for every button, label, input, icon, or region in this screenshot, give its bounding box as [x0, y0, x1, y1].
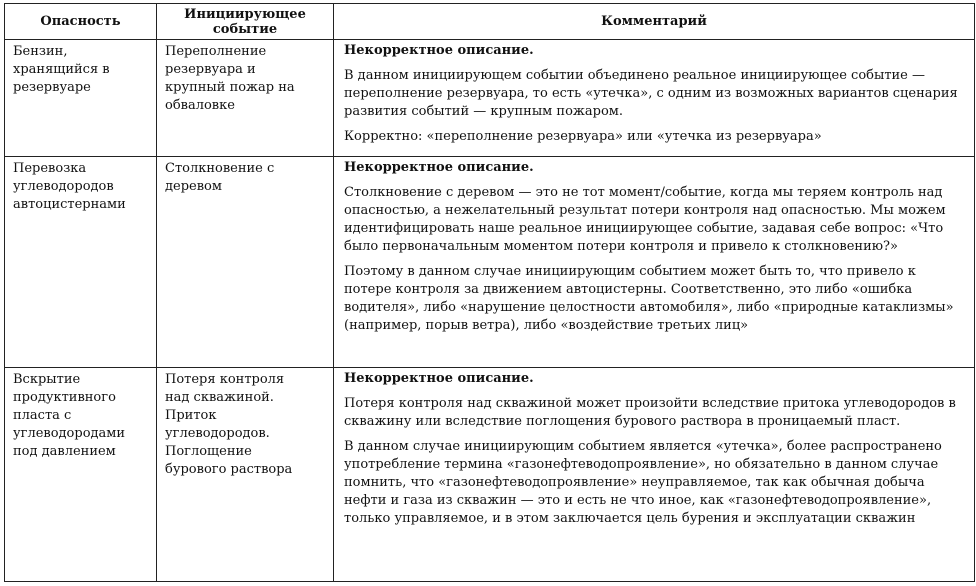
- table-header-row: [5, 4, 975, 40]
- comment-cell: [334, 157, 975, 368]
- comment-title: Некорректное описание.: [344, 371, 534, 386]
- hazard-table: [4, 3, 975, 582]
- comment-paragraph: Поэтому в данном случае инициирующим событием может быть то, что привело к потере контроля за движением автоцистерны. Соответственно, это либо «ошибка водителя», либо «нарушение целостности автомобиля», либо «природные катаклизмы» (например, порыв ветра), либо «воздействие третьих лиц»: [344, 264, 954, 333]
- event-cell: Переполнение резервуара и крупный пожар на обваловке: [157, 40, 334, 157]
- hazard-cell: Бензин, хранящийся в резервуаре: [5, 40, 157, 157]
- comment-title: Некорректное описание.: [344, 160, 534, 175]
- comment-cell: [334, 40, 975, 157]
- comment-paragraph: Столкновение с деревом — это не тот момент/событие, когда мы теряем контроль над опасностью, а нежелательный результат потери контроля над опасностью. Мы можем идентифицировать наше реальное инициирующее событие, задавая себе вопрос: «Что было первоначальным моментом потери контроля и привело к столкновению?»: [344, 185, 946, 254]
- comment-paragraph: Корректно: «переполнение резервуара» или «утечка из резервуара»: [344, 129, 822, 144]
- header-comment: Комментарий: [334, 4, 975, 40]
- table-row: [5, 157, 975, 368]
- event-cell: Потеря контроля над скважиной. Приток углеводородов. Поглощение бурового раствора: [157, 368, 334, 582]
- comment-paragraph: В данном инициирующем событии объединено реальное инициирующее событие — переполнение резервуара, то есть «утечка», с одним из возможных вариантов сценария развития событий — крупным пожаром.: [344, 68, 958, 119]
- hazard-cell: Перевозка углеводородов автоцистернами: [5, 157, 157, 368]
- header-hazard: Опасность: [5, 4, 157, 40]
- table-row: [5, 40, 975, 157]
- table-row: [5, 368, 975, 582]
- hazard-cell: Вскрытие продуктивного пласта с углеводородами под давлением: [5, 368, 157, 582]
- header-initiating-event: Инициирующее событие: [157, 4, 334, 40]
- comment-title: Некорректное описание.: [344, 43, 534, 58]
- comment-paragraph: В данном случае инициирующим событием является «утечка», более распространено употребление термина «газонефтеводопроявление», но обязательно в данном случае помнить, что «газонефтеводопроявление» неуправляемое, так как обычная добыча нефти и газа из скважин — это и есть не что иное, как «газонефтеводопроявление», только управляемое, и в этом заключается цель бурения и эксплуатации скважин: [344, 439, 942, 526]
- comment-cell: [334, 368, 975, 582]
- event-cell: Столкновение с деревом: [157, 157, 334, 368]
- comment-paragraph: Потеря контроля над скважиной может произойти вследствие притока углеводородов в скважину или вследствие поглощения бурового раствора в проницаемый пласт.: [344, 396, 956, 429]
